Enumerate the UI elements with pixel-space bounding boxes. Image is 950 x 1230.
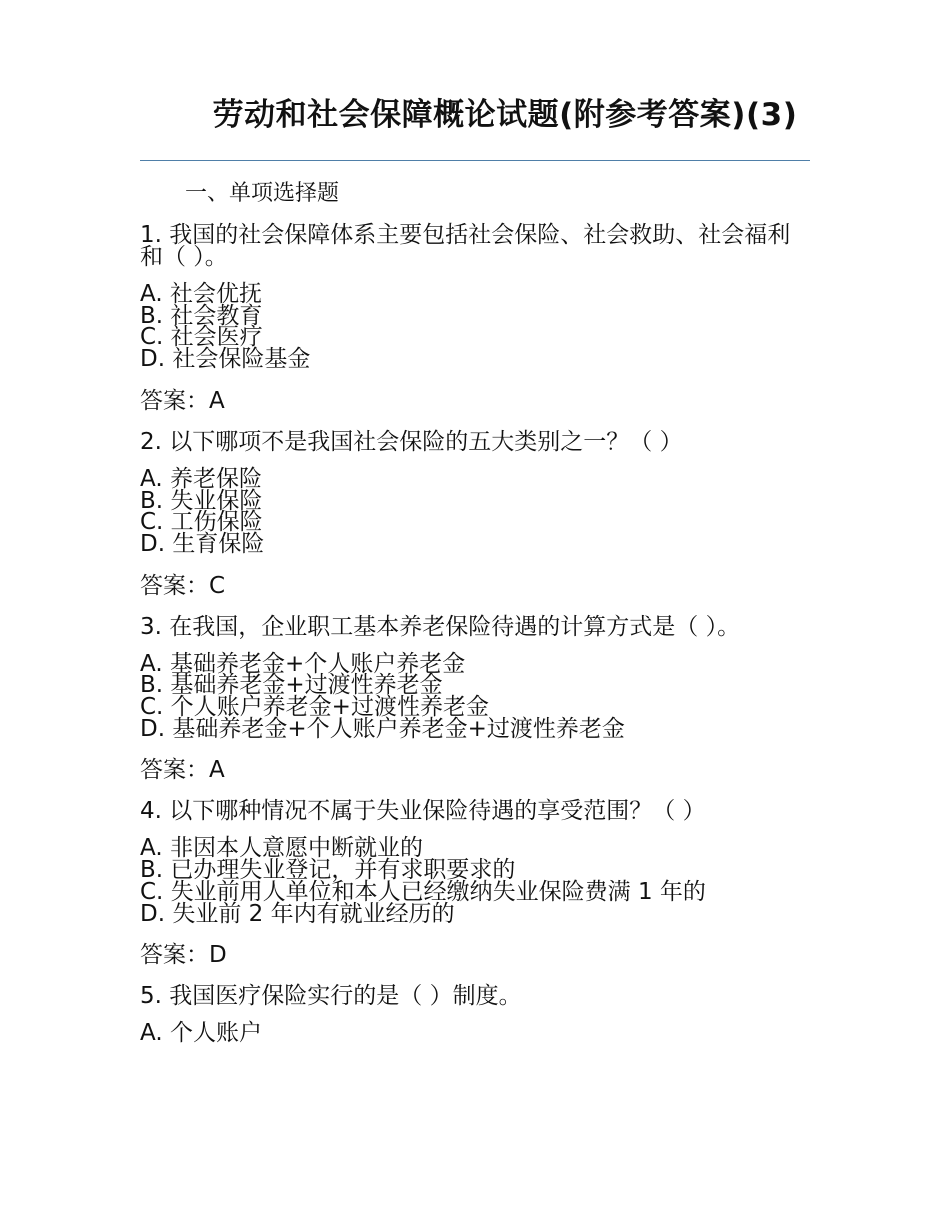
- question-3: [140, 613, 800, 785]
- option-a: A. 养老保险: [140, 465, 262, 492]
- option-a: A. 个人账户: [140, 1020, 262, 1047]
- option-c: C. 社会医疗: [140, 324, 263, 351]
- title-divider: [140, 160, 810, 161]
- answer-text: 答案：D: [140, 942, 227, 969]
- answer-text: 答案：C: [140, 572, 226, 599]
- question-stem: 3. 在我国，企业职工基本养老保险待遇的计算方式是（ ）。: [140, 613, 741, 640]
- option-c: C. 工伤保险: [140, 509, 263, 536]
- option-c: C. 失业前用人单位和本人已经缴纳失业保险费满 1 年的: [140, 878, 706, 905]
- option-d: D. 基础养老金+个人账户养老金+过渡性养老金: [140, 715, 625, 742]
- option-a: A. 社会优抚: [140, 281, 262, 307]
- option-list: [140, 281, 800, 373]
- answer-text: 答案：A: [140, 757, 225, 784]
- question-2: [140, 428, 800, 600]
- option-b: B. 社会教育: [140, 302, 263, 329]
- option-b: B. 失业保险: [140, 487, 263, 514]
- document-title: 劳动和社会保障概论试题(附参考答案)(3): [212, 97, 798, 133]
- question-stem: 2. 以下哪项不是我国社会保险的五大类别之一？（ ）: [140, 428, 683, 455]
- option-list: [140, 1020, 800, 1047]
- option-list: [140, 465, 800, 557]
- question-4: [140, 800, 800, 969]
- question-1: [140, 224, 800, 415]
- question-5: [140, 985, 800, 1045]
- option-c: C. 个人账户养老金+过渡性养老金: [140, 694, 489, 721]
- question-stem: 1. 我国的社会保障体系主要包括社会保险、社会救助、社会福利和（ ）。: [140, 222, 791, 270]
- question-stem: 4. 以下哪种情况不属于失业保险待遇的享受范围？（ ）: [140, 798, 706, 825]
- question-stem: 5. 我国医疗保险实行的是（ ）制度。: [140, 983, 522, 1010]
- option-b: B. 基础养老金+过渡性养老金: [140, 672, 443, 699]
- option-d: D. 社会保险基金: [140, 346, 311, 373]
- option-a: A. 基础养老金+个人账户养老金: [140, 650, 466, 677]
- option-a: A. 非因本人意愿中断就业的: [140, 835, 423, 862]
- option-list: [140, 650, 800, 742]
- answer-text: 答案：A: [140, 387, 225, 414]
- option-d: D. 生育保险: [140, 530, 265, 557]
- option-d: D. 失业前 2 年内有就业经历的: [140, 900, 455, 927]
- option-list: [140, 835, 800, 927]
- question-list: [140, 224, 800, 1061]
- section-heading: 一、单项选择题: [185, 181, 340, 206]
- option-b: B. 已办理失业登记，并有求职要求的: [140, 857, 516, 884]
